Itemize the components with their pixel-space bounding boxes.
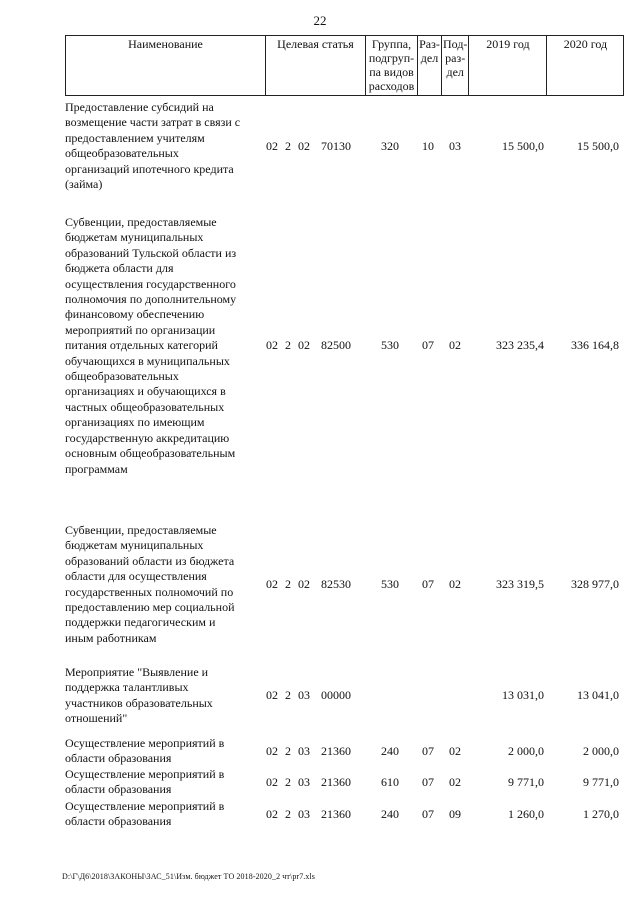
amount-2020: 336 164,8 <box>571 338 619 353</box>
code-program: 02 <box>266 576 278 591</box>
code-direction: 70130 <box>321 138 351 153</box>
code-direction: 21360 <box>321 743 351 758</box>
row-name: Субвенции, предоставляемые бюджетам муниципальных образований Тульской области из бюджета области для осуществления государственного полномочия по дополнительному финансовому обеспечению мероприятий по организации питания отдельных категорий обучающихся в муниципальных общеобразовательных организациях и обучающихся в частных общеобразовательных организациях по имеющим государственную аккредитацию основным общеобразовательным программам <box>65 215 237 476</box>
subsection-code: 02 <box>449 743 461 758</box>
amount-2019: 323 319,5 <box>496 576 544 591</box>
table-row <box>65 665 620 727</box>
page-number: 22 <box>313 13 327 28</box>
header-target: Целевая статья <box>266 36 366 96</box>
table-row <box>65 767 620 798</box>
section-code: 07 <box>422 576 434 591</box>
code-subprogram: 2 <box>285 774 291 789</box>
code-direction: 82500 <box>321 338 351 353</box>
code-program: 02 <box>266 338 278 353</box>
amount-2019: 2 000,0 <box>508 743 544 758</box>
code-direction: 21360 <box>321 806 351 821</box>
amount-2019: 9 771,0 <box>508 774 544 789</box>
code-event: 02 <box>298 338 310 353</box>
code-subprogram: 2 <box>285 576 291 591</box>
amount-2020: 13 041,0 <box>577 688 619 703</box>
code-event: 02 <box>298 138 310 153</box>
amount-2019: 1 260,0 <box>508 806 544 821</box>
amount-2019: 15 500,0 <box>502 138 544 153</box>
row-name: Осуществление мероприятий в области образования <box>65 736 225 766</box>
file-path-footer: D:\Г\Д6\2018\ЗАКОНЫ\ЗАС_51\Изм. бюджет ТО 2018-2020_2 чт\pr7.xls <box>62 872 316 881</box>
code-event: 03 <box>298 743 310 758</box>
expense-group: 530 <box>381 338 399 353</box>
amount-2019: 13 031,0 <box>502 688 544 703</box>
code-subprogram: 2 <box>285 338 291 353</box>
code-program: 02 <box>266 743 278 758</box>
amount-2020: 1 270,0 <box>583 806 619 821</box>
header-name: Наименование <box>66 36 266 96</box>
subsection-code: 03 <box>449 138 461 153</box>
table-row <box>65 100 620 192</box>
code-event: 03 <box>298 774 310 789</box>
subsection-code: 02 <box>449 774 461 789</box>
code-direction: 21360 <box>321 774 351 789</box>
section-code: 07 <box>422 743 434 758</box>
code-subprogram: 2 <box>285 743 291 758</box>
amount-2019: 323 235,4 <box>496 338 544 353</box>
section-code: 07 <box>422 806 434 821</box>
header-subsection: Под- раз- дел <box>442 36 469 96</box>
code-subprogram: 2 <box>285 138 291 153</box>
subsection-code: 02 <box>449 576 461 591</box>
header-2019: 2019 год <box>469 36 547 96</box>
code-event: 03 <box>298 806 310 821</box>
code-direction: 82530 <box>321 576 351 591</box>
subsection-code: 02 <box>449 338 461 353</box>
row-name: Предоставление субсидий на возмещение части затрат в связи с предоставлением учителям общеобразовательных организаций ипотечного кредита (займа) <box>65 100 241 192</box>
row-name: Осуществление мероприятий в области образования <box>65 799 225 829</box>
amount-2020: 9 771,0 <box>583 774 619 789</box>
section-code: 07 <box>422 338 434 353</box>
expense-group: 240 <box>381 806 399 821</box>
expense-group: 320 <box>381 138 399 153</box>
row-name: Мероприятие "Выявление и поддержка талантливых участников образовательных отношений" <box>65 665 213 726</box>
header-section: Раз- дел <box>418 36 442 96</box>
code-program: 02 <box>266 688 278 703</box>
section-code: 07 <box>422 774 434 789</box>
amount-2020: 328 977,0 <box>571 576 619 591</box>
amount-2020: 15 500,0 <box>577 138 619 153</box>
subsection-code: 09 <box>449 806 461 821</box>
code-subprogram: 2 <box>285 688 291 703</box>
header-2020: 2020 год <box>547 36 624 96</box>
table-row <box>65 215 620 477</box>
table-header <box>65 35 624 96</box>
row-name: Субвенции, предоставляемые бюджетам муниципальных образований области из бюджета области для осуществления государственных полномочий по предоставлению мер социальной поддержки педагогическим и иным работникам <box>65 523 235 645</box>
expense-group: 530 <box>381 576 399 591</box>
code-event: 02 <box>298 576 310 591</box>
table-row <box>65 736 620 767</box>
code-direction: 00000 <box>321 688 351 703</box>
code-subprogram: 2 <box>285 806 291 821</box>
header-group: Группа, подгруп- па видов расходов <box>366 36 418 96</box>
section-code: 10 <box>422 138 434 153</box>
expense-group: 240 <box>381 743 399 758</box>
table-row <box>65 799 620 830</box>
row-name: Осуществление мероприятий в области образования <box>65 767 225 797</box>
code-program: 02 <box>266 138 278 153</box>
amount-2020: 2 000,0 <box>583 743 619 758</box>
code-program: 02 <box>266 806 278 821</box>
table-row <box>65 523 620 646</box>
code-event: 03 <box>298 688 310 703</box>
code-program: 02 <box>266 774 278 789</box>
expense-group: 610 <box>381 774 399 789</box>
